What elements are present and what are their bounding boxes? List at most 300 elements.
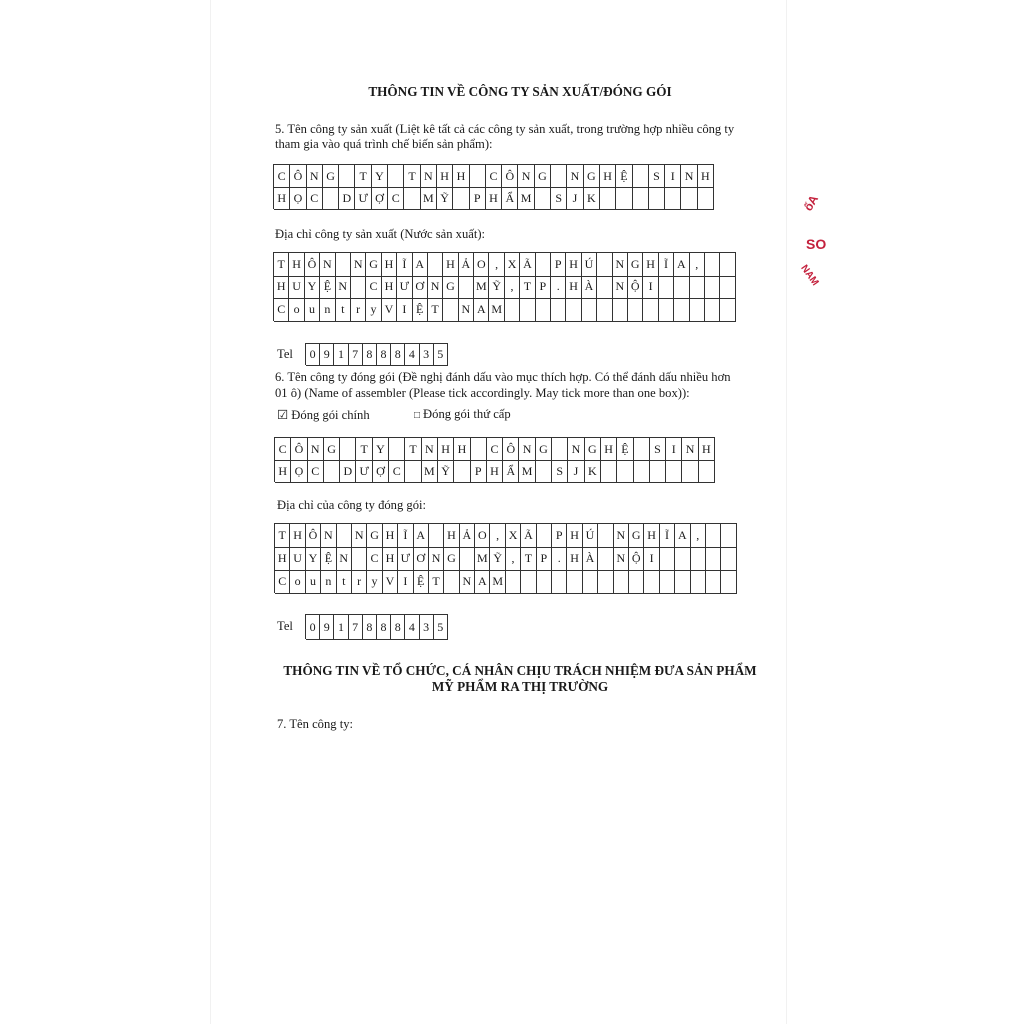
tel-digit-cell: 3 [420,615,434,640]
tel-digit-cell: 8 [391,344,405,366]
manufacturer-address-label: Địa chỉ công ty sản xuất (Nước sản xuất): [275,227,486,241]
grid-cell: I [665,165,681,188]
grid-cell: N [518,165,534,188]
grid-cell: , [506,547,521,571]
grid-cell: H [486,187,502,210]
grid-cell: A [413,253,428,277]
grid-cell [665,187,681,210]
grid-cell: Ư [397,276,412,300]
grid-cell: H [487,460,503,483]
grid-cell: G [323,165,339,188]
grid-cell: t [336,298,351,322]
grid-cell [706,547,721,571]
question-6-line-2: 01 ô) (Name of assembler (Please tick accordingly. May tick more than one box)): [275,386,690,400]
grid-cell: G [444,547,459,571]
option-primary-packing[interactable] [277,408,370,423]
grid-cell: D [339,187,355,210]
grid-cell: N [682,438,698,461]
grid-cell: T [520,276,535,300]
grid-cell: P [552,524,567,548]
grid-cell: Ư [398,547,413,571]
grid-cell: t [337,570,352,594]
grid-cell: N [681,165,697,188]
grid-cell [582,298,597,322]
grid-cell: X [505,253,520,277]
grid-cell [340,438,356,461]
section-heading-responsible-party-line-1: THÔNG TIN VỀ TỔ CHỨC, CÁ NHÂN CHỊU TRÁCH NHIỆM ĐƯA SẢN PHẨM [283,663,757,678]
grid-cell [536,460,552,483]
tel-digit-cell: 8 [377,344,391,366]
grid-cell [675,570,690,594]
tel-digit-cell: 4 [405,615,419,640]
grid-cell: Ỹ [437,187,453,210]
grid-cell [597,276,612,300]
grid-cell: N [429,547,444,571]
tel-digit-cell: 8 [363,344,377,366]
grid-cell: Ệ [616,165,632,188]
grid-cell: T [275,524,290,548]
grid-cell [537,524,552,548]
grid-cell [583,570,598,594]
grid-cell: Ô [290,165,306,188]
grid-cell: H [567,547,582,571]
grid-cell: H [453,165,469,188]
grid-cell: Ộ [628,276,643,300]
grid-cell: r [351,298,366,322]
grid-cell: M [421,187,437,210]
grid-cell: Ư [356,460,372,483]
grid-cell [614,570,629,594]
tel-digit-cell: 4 [405,344,419,366]
grid-cell: H [275,460,291,483]
tel-digit-cell: 3 [420,344,434,366]
grid-cell: Ô [502,165,518,188]
grid-cell [613,298,628,322]
grid-cell: N [421,165,437,188]
grid-cell: G [628,253,643,277]
grid-cell: M [519,460,535,483]
grid-cell: H [698,165,714,188]
grid-cell [443,298,458,322]
grid-cell [634,438,650,461]
grid-cell: N [614,524,629,548]
grid-cell: Ô [503,438,519,461]
grid-cell: G [535,165,551,188]
tel-label: Tel [277,619,293,633]
grid-cell [690,298,705,322]
grid-cell [535,187,551,210]
grid-cell: O [474,253,489,277]
tel-digit-cell: 8 [391,615,405,640]
grid-cell: C [367,547,382,571]
grid-cell: y [367,570,382,594]
grid-cell: Ệ [413,298,428,322]
grid-cell: T [521,547,536,571]
grid-cell: T [405,438,421,461]
grid-cell: N [613,276,628,300]
packer-address-label: Địa chỉ của công ty đóng gói: [277,498,426,512]
packer-tel-grid [305,614,448,639]
grid-cell: C [487,438,503,461]
grid-cell: Ĩ [397,253,412,277]
page-edge-right [786,0,787,1024]
grid-cell [691,570,706,594]
grid-cell: , [490,524,505,548]
grid-cell [629,570,644,594]
grid-cell [597,253,612,277]
grid-cell [567,570,582,594]
grid-cell: H [567,524,582,548]
grid-cell: H [274,187,290,210]
grid-cell: Ệ [414,570,429,594]
grid-cell: H [383,547,398,571]
grid-cell [597,298,612,322]
grid-cell: A [674,253,689,277]
grid-cell [706,524,721,548]
grid-cell: Ĩ [398,524,413,548]
checked-box-icon[interactable]: ☑ [277,408,289,422]
grid-cell: C [274,298,289,322]
grid-cell: H [290,524,305,548]
grid-cell [551,298,566,322]
tel-label: Tel [277,346,293,361]
grid-cell: M [489,298,504,322]
grid-cell: N [614,547,629,571]
tel-digit-cell: 5 [434,344,448,366]
grid-cell [600,187,616,210]
grid-cell: À [582,276,597,300]
section-heading-manufacturer: THÔNG TIN VỀ CÔNG TY SẢN XUẤT/ĐÓNG GÓI [368,84,672,99]
grid-cell: H [600,165,616,188]
grid-cell: r [352,570,367,594]
grid-cell: P [536,276,551,300]
grid-cell [536,298,551,322]
grid-cell [352,547,367,571]
grid-cell: H [382,276,397,300]
grid-cell: G [536,438,552,461]
grid-cell: Ú [583,524,598,548]
grid-cell: Ơ [414,547,429,571]
grid-cell [721,570,736,594]
grid-cell: u [306,570,321,594]
grid-cell: H [443,253,458,277]
grid-cell: I [397,298,412,322]
grid-cell [552,438,568,461]
grid-cell [628,298,643,322]
grid-cell: J [567,187,583,210]
grid-cell [389,438,405,461]
grid-cell: H [566,276,581,300]
grid-cell: Ỹ [438,460,454,483]
grid-cell: H [643,253,658,277]
grid-cell: N [337,547,352,571]
grid-cell: O [475,524,490,548]
grid-cell: G [584,165,600,188]
grid-cell: . [551,276,566,300]
grid-cell: H [275,547,290,571]
grid-cell: N [321,524,336,548]
grid-cell [598,570,613,594]
grid-cell [720,298,735,322]
grid-cell [601,460,617,483]
grid-cell [351,276,366,300]
grid-cell: G [443,276,458,300]
tel-digit-cell: 8 [377,615,391,640]
question-7: 7. Tên công ty: [277,717,354,731]
grid-cell: o [290,570,305,594]
grid-cell [552,570,567,594]
grid-cell: T [428,298,443,322]
grid-cell [705,298,720,322]
manufacturer-name-grid [273,164,714,209]
grid-cell: G [629,524,644,548]
grid-cell: Ô [305,253,320,277]
grid-cell: J [568,460,584,483]
tel-digit-cell: 9 [320,344,334,366]
grid-cell [691,547,706,571]
grid-cell [520,298,535,322]
grid-cell: Ọ [290,187,306,210]
grid-cell: I [643,276,658,300]
stamp-fragment-mid: SO [806,236,827,252]
grid-cell: G [367,524,382,548]
grid-cell: n [321,570,336,594]
grid-cell: N [519,438,535,461]
grid-cell: Ệ [321,547,336,571]
grid-cell: Ọ [291,460,307,483]
grid-cell [674,298,689,322]
grid-cell [675,547,690,571]
grid-cell: Ĩ [660,524,675,548]
grid-cell: Ệ [617,438,633,461]
stamp-fragment-bottom: NAM [798,263,821,288]
grid-cell: , [691,524,706,548]
question-5-line-2: tham gia vào quá trình chế biến sản phẩm): [275,137,493,151]
grid-cell [660,547,675,571]
grid-cell [598,547,613,571]
grid-cell: o [289,298,304,322]
grid-cell: N [336,276,351,300]
grid-cell [698,187,714,210]
option-secondary-label: Đóng gói thứ cấp [423,407,511,421]
grid-cell [681,187,697,210]
grid-cell [460,547,475,571]
grid-cell: Ơ [413,276,428,300]
grid-cell: N [308,438,324,461]
grid-cell: H [289,253,304,277]
grid-cell [324,460,340,483]
question-6-line-1: 6. Tên công ty đóng gói (Đề nghị đánh dấu vào mục thích hợp. Có thể đánh dấu nhiều hơn [275,370,731,384]
grid-cell [682,460,698,483]
tel-digit-cell: 7 [349,615,363,640]
grid-cell [720,276,735,300]
grid-cell: Ỹ [490,547,505,571]
grid-cell: N [460,570,475,594]
grid-cell: N [567,165,583,188]
grid-cell: P [471,460,487,483]
grid-cell: V [383,570,398,594]
grid-cell [721,547,736,571]
grid-cell [537,570,552,594]
grid-cell [505,298,520,322]
grid-cell: A [414,524,429,548]
grid-cell: H [454,438,470,461]
grid-cell: Ợ [372,187,388,210]
tel-digit-cell: 8 [363,615,377,640]
grid-cell: U [290,547,305,571]
grid-cell: Y [305,276,320,300]
grid-cell: Ả [460,524,475,548]
grid-cell: Ã [520,253,535,277]
grid-cell [643,298,658,322]
option-secondary-packing[interactable] [414,407,511,423]
grid-cell: C [307,187,323,210]
grid-cell [649,187,665,210]
grid-cell [453,187,469,210]
grid-cell [388,165,404,188]
grid-cell: I [666,438,682,461]
grid-cell: A [474,298,489,322]
grid-cell [705,253,720,277]
grid-cell: T [404,165,420,188]
grid-cell: , [690,253,705,277]
grid-cell: H [444,524,459,548]
grid-cell: A [675,524,690,548]
grid-cell: N [459,298,474,322]
tel-digit-cell: 5 [434,615,448,640]
grid-cell [337,524,352,548]
grid-cell: H [382,253,397,277]
grid-cell: D [340,460,356,483]
grid-cell [536,253,551,277]
grid-cell: Ẩ [502,187,518,210]
grid-cell: S [552,460,568,483]
tel-digit-cell: 9 [320,615,334,640]
grid-cell: Ư [355,187,371,210]
grid-cell: M [474,276,489,300]
grid-cell: S [649,165,665,188]
grid-cell [616,187,632,210]
grid-cell: y [366,298,381,322]
section-heading-responsible-party-line-2: MỸ PHẨM RA THỊ TRƯỜNG [431,679,609,694]
manufacturer-tel-grid [305,343,448,365]
tel-digit-cell: 0 [306,615,320,640]
grid-cell: N [613,253,628,277]
grid-cell: M [475,547,490,571]
grid-cell [721,524,736,548]
grid-cell: H [438,438,454,461]
tel-digit-cell: 1 [334,344,348,366]
grid-cell [659,276,674,300]
grid-cell [566,298,581,322]
grid-cell: H [644,524,659,548]
grid-cell [598,524,613,548]
grid-cell: Ô [306,524,321,548]
grid-cell [633,165,649,188]
grid-cell: Ã [521,524,536,548]
grid-cell: N [307,165,323,188]
grid-cell [634,460,650,483]
grid-cell: C [275,438,291,461]
grid-cell: M [422,460,438,483]
grid-cell [323,187,339,210]
grid-cell: S [650,438,666,461]
grid-cell [551,165,567,188]
grid-cell: Ả [459,253,474,277]
grid-cell: C [388,187,404,210]
grid-cell: u [305,298,320,322]
grid-cell [444,570,459,594]
grid-cell [660,570,675,594]
grid-cell: Ú [582,253,597,277]
grid-cell [470,165,486,188]
grid-cell: C [274,165,290,188]
grid-cell: N [422,438,438,461]
grid-cell: G [585,438,601,461]
grid-cell: N [352,524,367,548]
empty-box-icon[interactable]: □ [414,410,421,421]
grid-cell [674,276,689,300]
grid-cell: T [356,438,372,461]
grid-cell: X [506,524,521,548]
grid-cell: Y [372,165,388,188]
grid-cell [644,570,659,594]
grid-cell: Ô [291,438,307,461]
grid-cell: Y [306,547,321,571]
grid-cell: H [274,276,289,300]
grid-cell: H [437,165,453,188]
grid-cell: C [308,460,324,483]
grid-cell: C [366,276,381,300]
grid-cell [521,570,536,594]
grid-cell: U [289,276,304,300]
grid-cell [454,460,470,483]
manufacturer-tel-row [277,343,448,365]
grid-cell [459,276,474,300]
grid-cell: P [537,547,552,571]
grid-cell: C [486,165,502,188]
question-5-line-1: 5. Tên công ty sản xuất (Liệt kê tất cả các công ty sản xuất, trong trường hợp nhiều công ty [275,122,735,136]
grid-cell: N [351,253,366,277]
grid-cell: Ợ [373,460,389,483]
grid-cell: N [320,253,335,277]
grid-cell [666,460,682,483]
grid-cell: À [583,547,598,571]
grid-cell [471,438,487,461]
grid-cell [690,276,705,300]
grid-cell: M [518,187,534,210]
grid-cell: N [568,438,584,461]
grid-cell: Ệ [320,276,335,300]
grid-cell: P [551,253,566,277]
grid-cell: N [428,276,443,300]
grid-cell: H [566,253,581,277]
grid-cell [404,187,420,210]
grid-cell [650,460,666,483]
grid-cell: G [366,253,381,277]
grid-cell: H [601,438,617,461]
packer-tel-row [277,614,448,639]
grid-cell: G [324,438,340,461]
packer-address-grid [274,523,737,593]
grid-cell [428,253,443,277]
grid-cell: C [275,570,290,594]
tel-digit-cell: 0 [306,344,320,366]
packer-name-grid [274,437,715,482]
grid-cell: K [585,460,601,483]
grid-cell: Ẩ [503,460,519,483]
grid-cell: K [584,187,600,210]
